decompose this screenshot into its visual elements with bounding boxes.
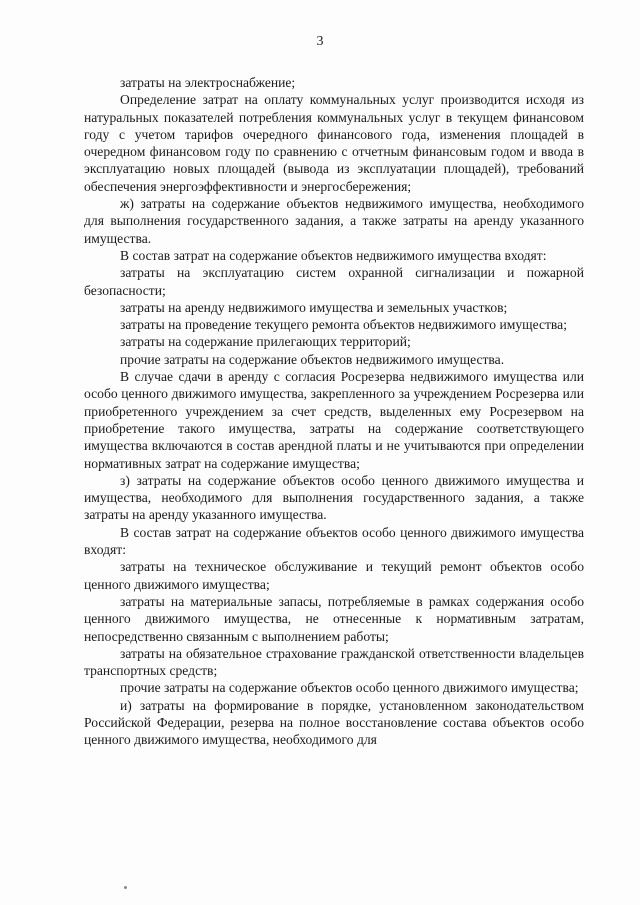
- paragraph: з) затраты на содержание объектов особо ценного движимого имущества и имущества, необходимого для выполнения государственного задания, а также затраты на аренду указанного имущества.: [84, 472, 584, 523]
- paragraph: затраты на электроснабжение;: [120, 75, 296, 90]
- paragraph: ж) затраты на содержание объектов недвижимого имущества, необходимого для выполнения государственного задания, а также затраты на аренду указанного имущества.: [84, 196, 584, 246]
- paragraph: прочие затраты на содержание объектов недвижимого имущества.: [120, 351, 505, 367]
- scan-artifact: [124, 886, 127, 889]
- document-body: [84, 74, 584, 749]
- paragraph: затраты на аренду недвижимого имущества и земельных участков;: [120, 299, 508, 315]
- paragraph: В состав затрат на содержание объектов особо ценного движимого имущества входят:: [84, 524, 584, 558]
- paragraph: затраты на обязательное страхование гражданской ответственности владельцев транспортных средств;: [84, 645, 584, 679]
- paragraph: затраты на содержание прилегающих территорий;: [120, 334, 411, 350]
- paragraph: затраты на материальные запасы, потребляемые в рамках содержания особо ценного движимого имущества, не отнесенные к нормативным затратам, непосредственно связанным с выполнением работы;: [84, 593, 584, 644]
- paragraph: прочие затраты на содержание объектов особо ценного движимого имущества;: [120, 680, 579, 696]
- paragraph: затраты на техническое обслуживание и текущий ремонт объектов особо ценного движимого имущества;: [84, 559, 584, 592]
- paragraph: затраты на эксплуатацию систем охранной сигнализации и пожарной безопасности;: [84, 265, 584, 298]
- paragraph: и) затраты на формирование в порядке, установленном законодательством Российской Федерации, резерва на полное восстановление состава объектов особо ценного движимого имущества, необходимого для: [84, 697, 584, 748]
- paragraph: Определение затрат на оплату коммунальных услуг производится исходя из натуральных показателей потребления коммунальных услуг в текущем финансовом году с учетом тарифов очередного финансового года, изменения площадей в очередном финансовом году по сравнению с отчетным финансовым годом и ввода в эксплуатацию новых площадей (вывода из эксплуатации площадей), требований обеспечения энергоэффективности и энергосбережения;: [84, 92, 584, 194]
- paragraph: В случае сдачи в аренду с согласия Росрезерва недвижимого имущества или особо ценного движимого имущества, закрепленного за учреждением Росрезерва или приобретенного учреждением за счет средств, выделенных ему Росрезервом на приобретение такого имущества, затраты на содержание соответствующего имущества включаются в состав арендной платы и не учитываются при определении нормативных затрат на содержание имущества;: [84, 369, 584, 471]
- paragraph: В состав затрат на содержание объектов недвижимого имущества входят:: [120, 247, 547, 263]
- paragraph: затраты на проведение текущего ремонта объектов недвижимого имущества;: [120, 317, 567, 333]
- page-number: 3: [316, 34, 324, 49]
